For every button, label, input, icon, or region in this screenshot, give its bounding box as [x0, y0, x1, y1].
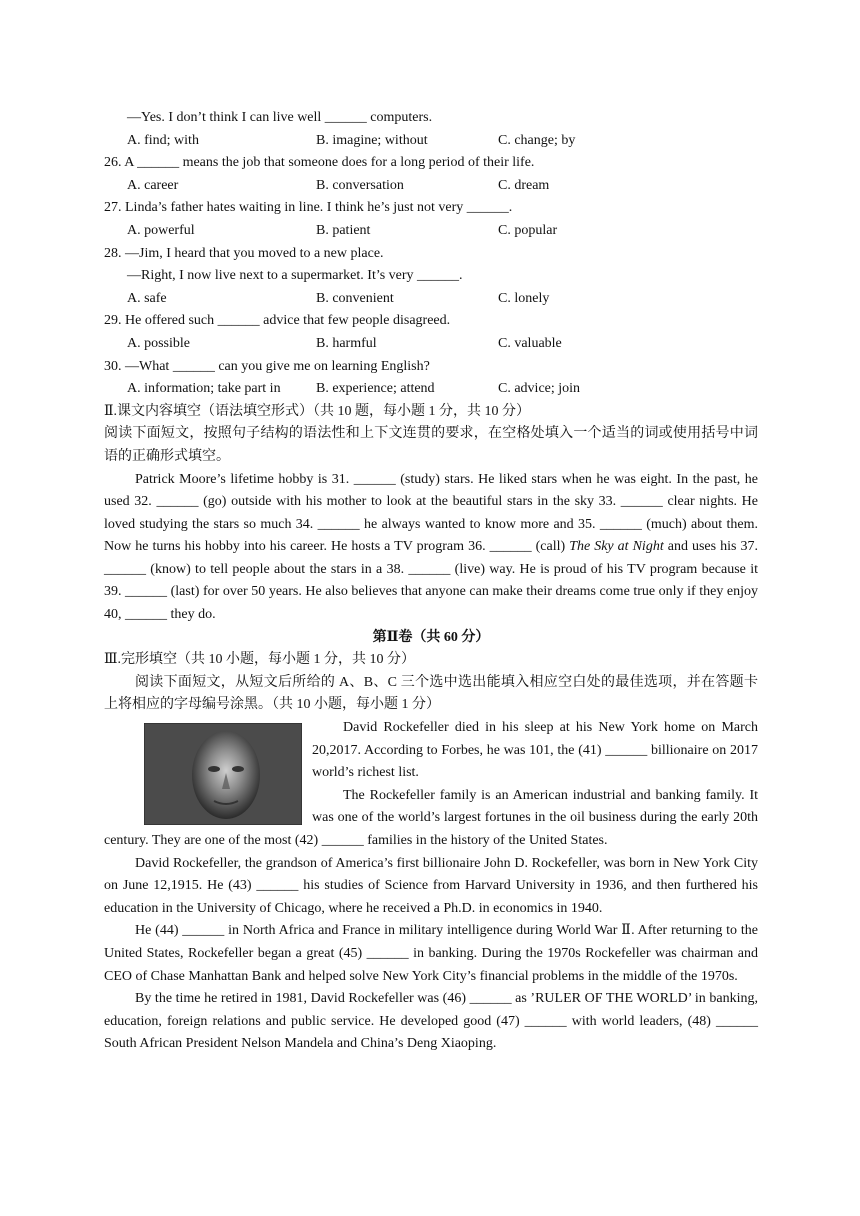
option-a: A. safe: [127, 290, 167, 306]
option-b: B. imagine; without: [316, 132, 428, 148]
option-a: A. possible: [127, 335, 190, 351]
question-27: 27. Linda’s father hates waiting in line. I think he’s just not very ______.: [104, 200, 513, 216]
question-29: 29. He offered such ______ advice that few people disagreed.: [104, 313, 451, 329]
passage-3: [104, 717, 758, 1056]
option-a: A. find; with: [127, 132, 199, 148]
option-b: B. patient: [316, 222, 371, 238]
question-30: 30. —What ______ can you give me on learning English?: [104, 358, 430, 374]
passage-3-paragraph-1: David Rockefeller died in his sleep at his New York home on March 20,2017. According to Forbes, he was 101, the (41) ______ billionaire on 2017 world’s richest list.: [312, 720, 758, 781]
option-c: C. advice; join: [498, 381, 581, 397]
option-b: B. conversation: [316, 177, 404, 193]
option-b: B. convenient: [316, 290, 394, 306]
question-28-line-1: 28. —Jim, I heard that you moved to a new place.: [104, 245, 384, 261]
section-3-instructions: 阅读下面短文，从短文后所给的 A、B、C 三个选中选出能填入相应空白处的最佳选项，并在答题卡上将相应的字母编号涂黑。（共 10 小题，每小题 1 分）: [104, 674, 758, 713]
passage-2: [104, 469, 758, 627]
part-2-heading: 第Ⅱ卷（共 60 分）: [372, 629, 490, 645]
option-a: A. career: [127, 177, 179, 193]
passage-2-part-a: Patrick Moore’s lifetime hobby is 31. ______ (study) stars. He liked stars when he was eight. In the past, he used 32. ______ (go) outside with his mother to look at the beautiful stars in the sky 33. ______ clear nights. He loved studying the stars so much 34. ______ he always wanted to know more and 35. ______ (much) about them. Now he turns his hobby into his career. He hosts a TV program 36. ______ (call): [104, 471, 758, 555]
option-b: B. harmful: [316, 335, 377, 351]
q27-options: [104, 220, 758, 243]
q26-options: [104, 175, 758, 198]
passage-2-part-b: and uses his 37. ______ (know) to tell people about the stars in a 38. ______ (live) way. He is proud of his TV program because it 39. ______ (last) for over 50 years. He also believes that anyone can make their dreams come true only if they enjoy 40, ______ they do.: [104, 539, 758, 623]
option-b: B. experience; attend: [316, 381, 435, 397]
option-a: A. information; take part in: [127, 381, 281, 397]
option-a: A. powerful: [127, 222, 195, 238]
exam-page: [104, 107, 758, 1056]
passage-3-paragraph-5: By the time he retired in 1981, David Rockefeller was (46) ______ as ’RULER OF THE WORLD’ in banking, education, foreign relations and public service. He developed good (47) ______ with world leaders, (48) ______ South African President Nelson Mandela and China’s Deng Xiaoping.: [104, 991, 758, 1052]
question-28-line-2: —Right, I now live next to a supermarket. It’s very ______.: [127, 268, 463, 284]
option-c: C. popular: [498, 222, 558, 238]
q25-answer-line: —Yes. I don’t think I can live well ______ computers.: [127, 110, 433, 125]
q30-options: [104, 378, 758, 401]
passage-3-paragraph-3: David Rockefeller, the grandson of America’s first billionaire John D. Rockefeller, was born in New York City on June 12,1915. He (43) ______ his studies of Science from Harvard University in 1936, and then furthered his education in the University of Chicago, where he received a Ph.D. in economics in 1940.: [104, 855, 758, 916]
section-2-title: Ⅱ.课文内容填空（语法填空形式）（共 10 题，每小题 1 分，共 10 分）: [104, 403, 531, 419]
option-c: C. change; by: [498, 132, 576, 148]
passage-3-paragraph-2: The Rockefeller family is an American industrial and banking family. It was one of the world’s largest fortunes in the oil business during the early 20th century. They are one of the most (42) ______ families in the history of the United States.: [104, 787, 758, 848]
q28-options: [104, 288, 758, 311]
q25-options: [104, 130, 758, 153]
rockefeller-photo: [144, 723, 302, 825]
passage-3-paragraph-4: He (44) ______ in North Africa and France in military intelligence during World War Ⅱ. After returning to the United States, Rockefeller began a great (45) ______ in banking. During the 1970s Rockefeller was chairman and CEO of Chase Manhattan Bank and helped solve New York City’s financial problems in the middle of the 1970s.: [104, 923, 758, 984]
question-26: 26. A ______ means the job that someone does for a long period of their life.: [104, 155, 535, 171]
option-c: C. valuable: [498, 335, 562, 351]
section-2-instructions: 阅读下面短文，按照句子结构的语法性和上下文连贯的要求，在空格处填入一个适当的词或使用括号中词语的正确形式填空。: [104, 426, 758, 464]
program-title: The Sky at Night: [569, 539, 664, 555]
option-c: C. lonely: [498, 290, 550, 306]
q29-options: [104, 333, 758, 356]
section-3-title: Ⅲ.完形填空（共 10 小题，每小题 1 分，共 10 分）: [104, 652, 415, 668]
option-c: C. dream: [498, 177, 550, 193]
